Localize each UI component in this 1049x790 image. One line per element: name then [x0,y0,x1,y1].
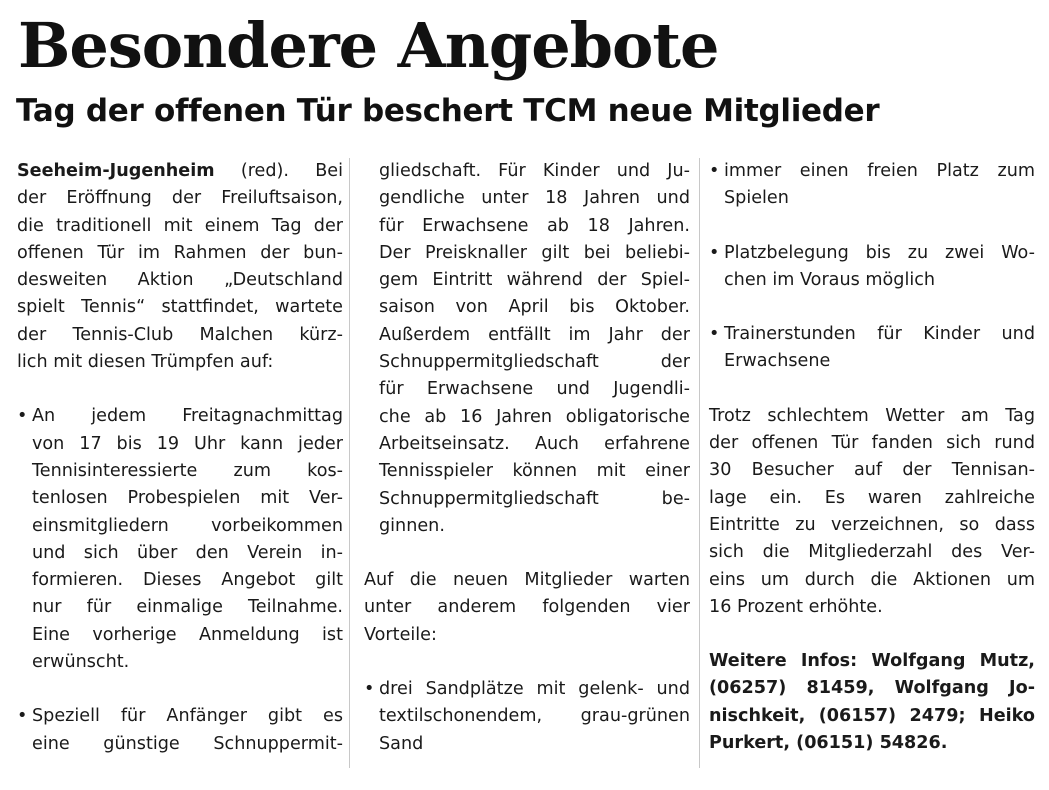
contact-line: (06257) 81459, Wolfgang Jo- [709,678,1035,699]
body-line: ginnen. [379,515,445,536]
bullet-line: eine günstige Schnuppermit- [32,733,343,754]
body-line: Vorteile: [364,624,437,645]
body-line: 30 Besucher auf der Tennisan- [709,460,1035,481]
advantages-intro-paragraph [364,567,690,649]
bullet-line: formieren. Dieses Angebot gilt [32,570,343,591]
body-line: Auf die neuen Mitglieder warten [364,570,690,591]
body-line: der offenen Tür fanden sich rund [709,433,1035,454]
body-line: che ab 16 Jahren obligatorische [379,406,690,427]
bullet-item [17,703,343,758]
bullet-line: Eine vorherige Anmeldung ist [32,624,343,645]
intro-line: Seeheim-Jugenheim (red). Bei [17,161,343,181]
intro-line: desweiten Aktion „Deutschland [17,270,343,291]
body-line: für Erwachsene ab 18 Jahren. [379,215,690,236]
subheadline: Tag der offenen Tür beschert TCM neue Mitglieder [16,93,880,129]
contact-line: Purkert, (06151) 54826. [709,733,948,754]
body-line: 16 Prozent erhöhte. [709,596,883,617]
article-column-1 [17,158,343,758]
body-line: gem Eintritt während der Spiel- [379,270,690,291]
body-line: Außerdem entfällt im Jahr der [379,324,690,345]
location-dateline: Seeheim-Jugenheim [17,161,215,181]
body-line: Schnuppermitgliedschaft der [379,352,690,373]
bullet-line: • Trainerstunden für Kinder und [724,324,1035,345]
body-line: Der Preisknaller gilt bei beliebi- [379,242,690,263]
article-column-3 [709,158,1035,757]
body-line: Arbeitseinsatz. Auch erfahrene [379,433,690,454]
bullet-line: • Speziell für Anfänger gibt es [32,706,343,727]
body-line: eins um durch die Aktionen um [709,569,1035,590]
bullet-line: und sich über den Verein in- [32,542,343,563]
contact-line: nischkeit, (06157) 2479; Heiko [709,705,1035,726]
intro-line: die traditionell mit einem Tag der [17,215,343,236]
body-line: gliedschaft. Für Kinder und Ju- [379,161,690,181]
bullet-line: erwünscht. [32,652,130,673]
summary-paragraph [709,403,1035,621]
body-line: Eintritte zu verzeichnen, so dass [709,514,1035,535]
body-line: für Erwachsene und Jugendli- [379,379,690,400]
bullet-item [17,403,343,676]
bullet-line: Erwachsene [724,351,831,372]
bullet-line: • An jedem Freitagnachmittag [32,406,343,427]
body-line: gendliche unter 18 Jahren und [379,188,690,209]
bullet-item [709,158,1035,213]
bullet-line: Tennisinteressierte zum kos- [32,460,343,481]
intro-paragraph [17,158,343,376]
bullet-item [709,321,1035,376]
bullet-line: textilschonendem, grau-grünen [379,706,690,727]
column-divider-1 [349,158,350,768]
intro-line: der Eröffnung der Freiluftsaison, [17,188,343,209]
contact-line: Weitere Infos: Wolfgang Mutz, [709,651,1035,672]
article-column-2 [364,158,690,758]
bullet-line: chen im Voraus möglich [724,269,936,290]
bullet-line: einsmitgliedern vorbeikommen [32,515,343,536]
intro-line: spielt Tennis“ stattfindet, wartete [17,297,343,318]
intro-line: lich mit diesen Trümpfen auf: [17,352,274,373]
bullet-line: • Platzbelegung bis zu zwei Wo- [724,242,1035,263]
continuation-paragraph [364,158,690,540]
bullet-item [709,240,1035,295]
bullet-line: nur für einmalige Teilnahme. [32,597,343,618]
headline: Besondere Angebote [18,9,719,82]
body-line: saison von April bis Oktober. [379,297,690,318]
body-line: sich die Mitgliederzahl des Ver- [709,542,1035,563]
contact-info [709,648,1035,757]
body-line: unter anderem folgenden vier [364,597,690,618]
bullet-line: • drei Sandplätze mit gelenk- und [379,679,690,700]
body-line: Tennisspieler können mit einer [379,461,690,482]
intro-line: der Tennis-Club Malchen kürz- [17,324,343,345]
column-divider-2 [699,158,700,768]
bullet-line: von 17 bis 19 Uhr kann jeder [32,433,343,454]
intro-line: offenen Tür im Rahmen der bun- [17,242,343,263]
bullet-item [364,676,690,758]
body-line: lage ein. Es waren zahlreiche [709,487,1035,508]
body-line: Schnuppermitgliedschaft be- [379,488,690,509]
body-line: Trotz schlechtem Wetter am Tag [709,405,1035,426]
bullet-line: Spielen [724,188,789,209]
bullet-line: Sand [379,733,424,754]
bullet-line: tenlosen Probespielen mit Ver- [32,488,343,509]
bullet-line: • immer einen freien Platz zum [724,161,1035,181]
